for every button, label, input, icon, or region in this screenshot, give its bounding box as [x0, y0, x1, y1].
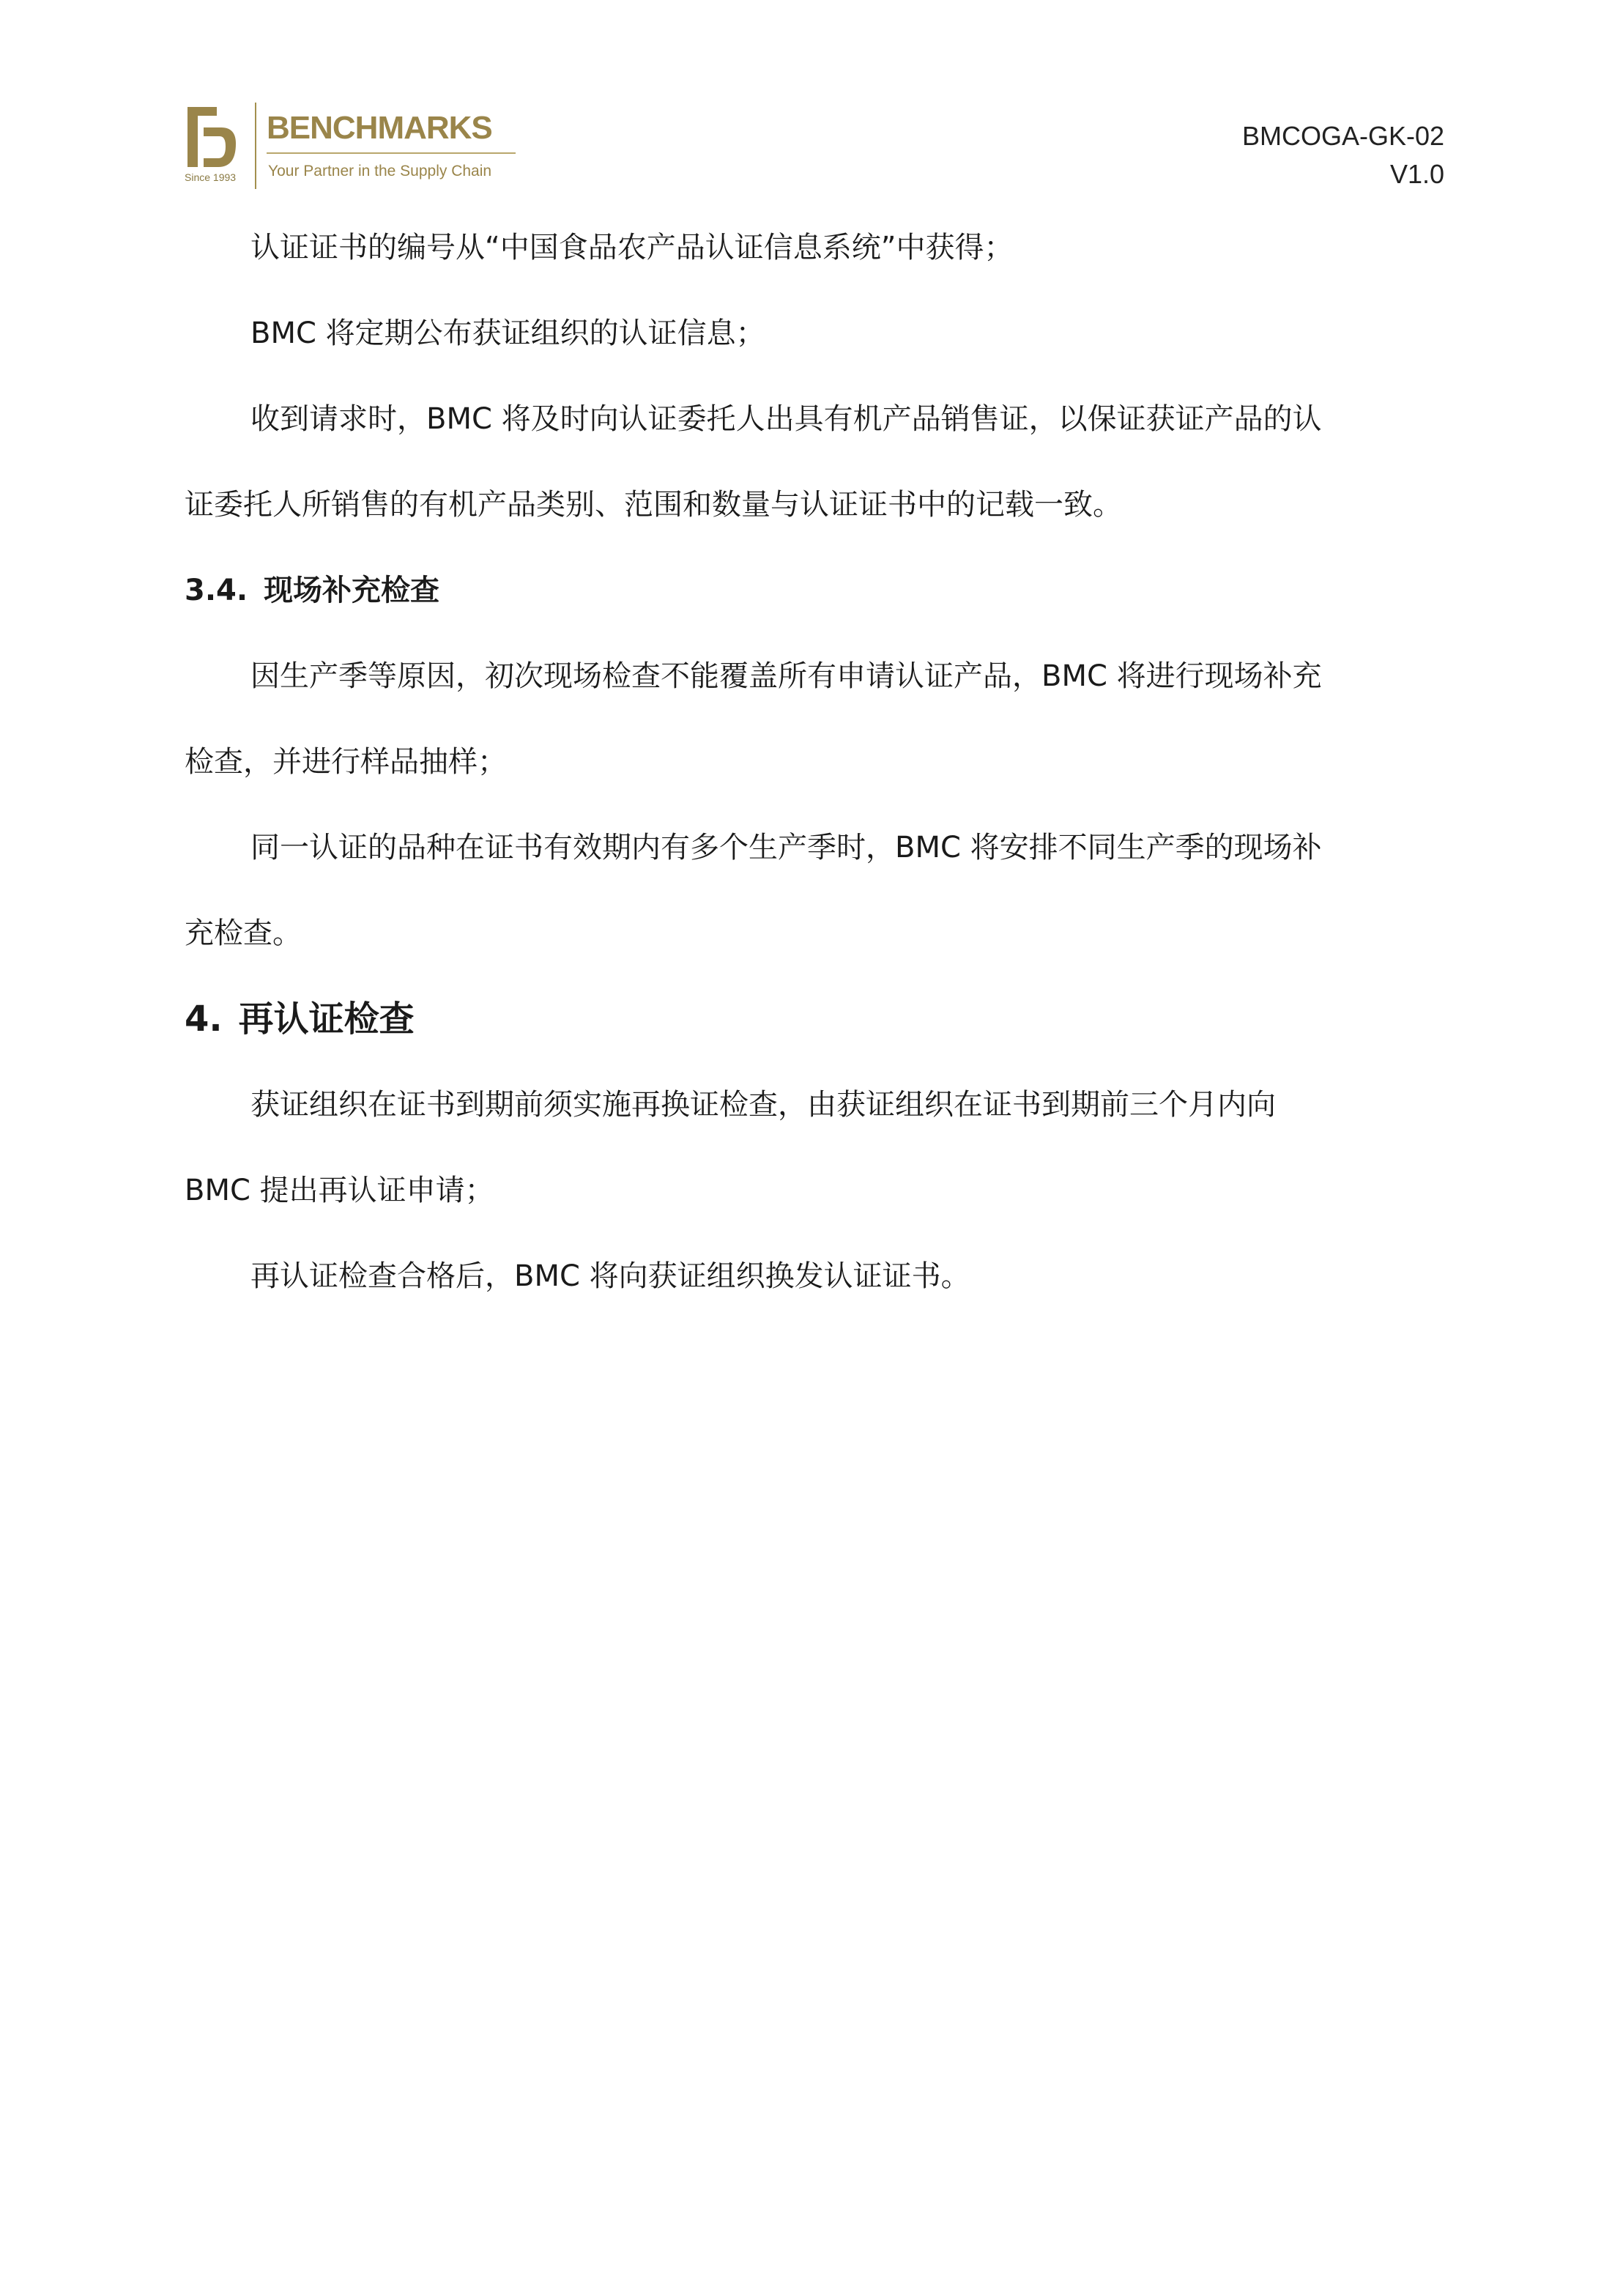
logo-tagline: Your Partner in the Supply Chain	[268, 163, 492, 179]
paragraph	[185, 1148, 1443, 1234]
paragraph	[185, 634, 1443, 719]
paragraph-line: 获证组织在证书到期前须实施再换证检查，由获证组织在证书到期前三个月内向	[250, 1088, 1276, 1122]
section-title: 现场补充检查	[264, 574, 440, 607]
document-code: BMCOGA-GK-02	[1241, 121, 1444, 151]
section-number: 4.	[185, 999, 223, 1040]
section-number: 3.4.	[185, 574, 248, 607]
paragraph-line: 收到请求时，BMC 将及时向认证委托人出具有机产品销售证，以保证获证产品的认	[250, 402, 1322, 436]
paragraph-line: BMC 提出再认证申请；	[185, 1174, 494, 1207]
logo-b-mark-icon	[185, 103, 243, 176]
logo-rule	[267, 152, 516, 154]
section-title: 再认证检查	[238, 999, 415, 1040]
paragraph	[185, 1062, 1443, 1148]
paragraph: 认证证书的编号从“中国食品农产品认证信息系统”中获得；	[250, 231, 1014, 264]
paragraph-line: 因生产季等原因，初次现场检查不能覆盖所有申请认证产品，BMC 将进行现场补充	[250, 659, 1322, 693]
section-heading-3-4	[185, 548, 1443, 634]
paragraph-line: 检查，并进行样品抽样；	[185, 745, 507, 779]
page-header	[0, 0, 1623, 205]
document-meta	[1242, 117, 1444, 193]
paragraph	[185, 719, 1443, 805]
paragraph-line: 充检查。	[185, 916, 302, 950]
paragraph: 再认证检查合格后，BMC 将向获证组织换发认证证书。	[250, 1259, 970, 1293]
paragraph	[185, 377, 1443, 462]
paragraph-line: 证委托人所销售的有机产品类别、范围和数量与认证证书中的记载一致。	[185, 488, 1122, 522]
paragraph-line: 同一认证的品种在证书有效期内有多个生产季时，BMC 将安排不同生产季的现场补	[250, 831, 1322, 864]
paragraph	[185, 891, 1443, 977]
logo-name: BENCHMARKS	[267, 110, 492, 146]
section-heading-4	[185, 977, 1443, 1062]
logo-divider	[255, 103, 256, 189]
document-body	[185, 205, 1443, 1319]
document-version: V1.0	[1389, 159, 1444, 189]
paragraph	[185, 462, 1443, 548]
paragraph: BMC 将定期公布获证组织的认证信息；	[250, 316, 765, 350]
logo-since: Since 1993	[185, 171, 237, 183]
paragraph	[185, 805, 1443, 891]
